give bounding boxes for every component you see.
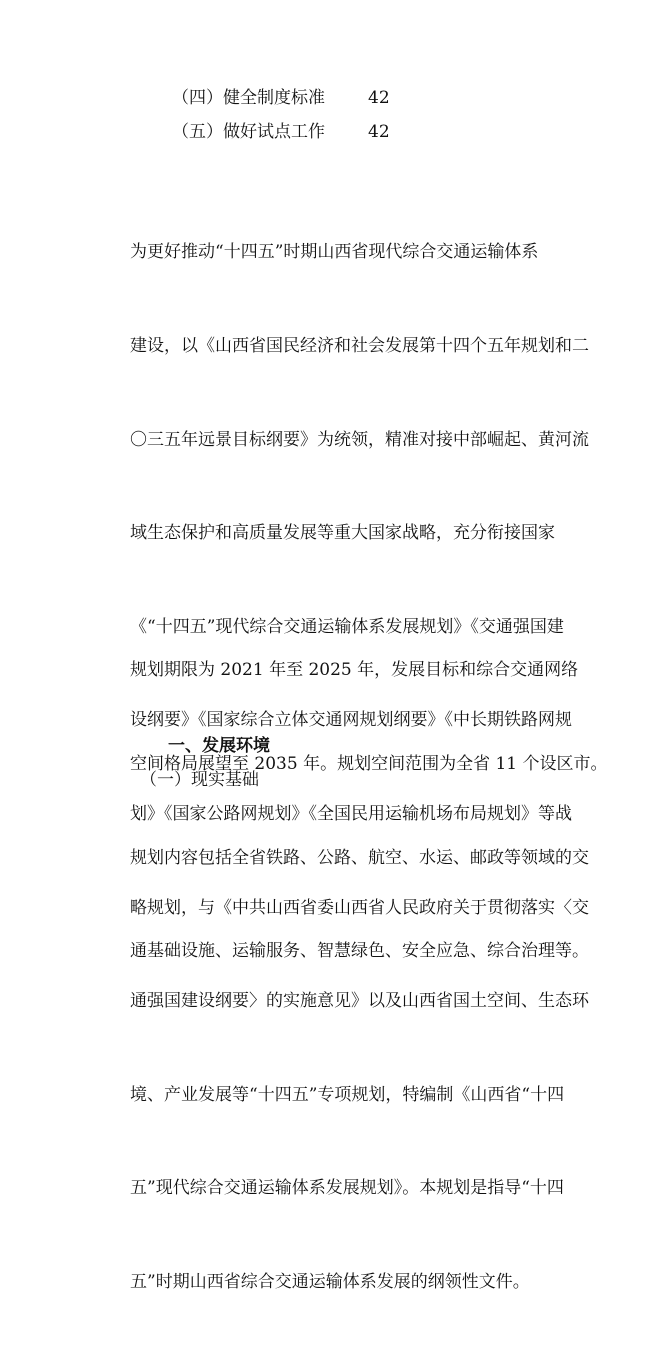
paragraph-line: 域生态保护和高质量发展等重大国家战略，充分衔接国家 <box>130 523 555 544</box>
paragraph-line: 空间格局展望至 2035 年。规划空间范围为全省 11 个设区市。 <box>130 754 608 774</box>
toc-entry-page: 42 <box>368 122 390 142</box>
body-paragraph-scope <box>130 593 608 1030</box>
paragraph-line: 划》《国家公路网规划》《全国民用运输机场布局规划》等战 <box>130 803 572 824</box>
toc-entry <box>172 86 390 110</box>
subsection-heading: （一）现实基础 <box>140 770 259 790</box>
paragraph-line: 通基础设施、运输服务、智慧绿色、安全应急、综合治理等。 <box>130 941 589 962</box>
paragraph-line: 境、产业发展等“十四五”专项规划，特编制《山西省“十四 <box>130 1084 565 1105</box>
toc-entry-page: 42 <box>368 88 390 108</box>
paragraph-line: 通强国建设纲要〉的实施意见》以及山西省国土空间、生态环 <box>130 991 589 1012</box>
paragraph-line: 规划内容包括全省铁路、公路、航空、水运、邮政等领域的交 <box>130 847 589 868</box>
paragraph-line: 〇三五年远景目标纲要》为统领，精准对接中部崛起、黄河流 <box>130 429 589 450</box>
paragraph-line: 五”时期山西省综合交通运输体系发展的纲领性文件。 <box>130 1271 530 1292</box>
toc-entry <box>172 120 390 144</box>
paragraph-line: 五”现代综合交通运输体系发展规划》。本规划是指导“十四 <box>130 1178 564 1199</box>
paragraph-line: 规划期限为 2021 年至 2025 年，发展目标和综合交通网络 <box>130 660 579 681</box>
toc-entry-label: （四）健全制度标准 <box>172 88 325 108</box>
section-heading: 一、发展环境 <box>168 736 270 756</box>
paragraph-line: 设纲要》《国家综合立体交通网规划纲要》《中长期铁路网规 <box>130 710 572 731</box>
paragraph-line: 建设，以《山西省国民经济和社会发展第十四个五年规划和二 <box>130 336 589 356</box>
paragraph-line: 略规划，与《中共山西省委山西省人民政府关于贯彻落实〈交 <box>130 897 589 918</box>
paragraph-line: 为更好推动“十四五”时期山西省现代综合交通运输体系 <box>130 242 539 263</box>
paragraph-line: 《“十四五”现代综合交通运输体系发展规划》《交通强国建 <box>130 616 564 637</box>
toc-entry-label: （五）做好试点工作 <box>172 122 325 142</box>
